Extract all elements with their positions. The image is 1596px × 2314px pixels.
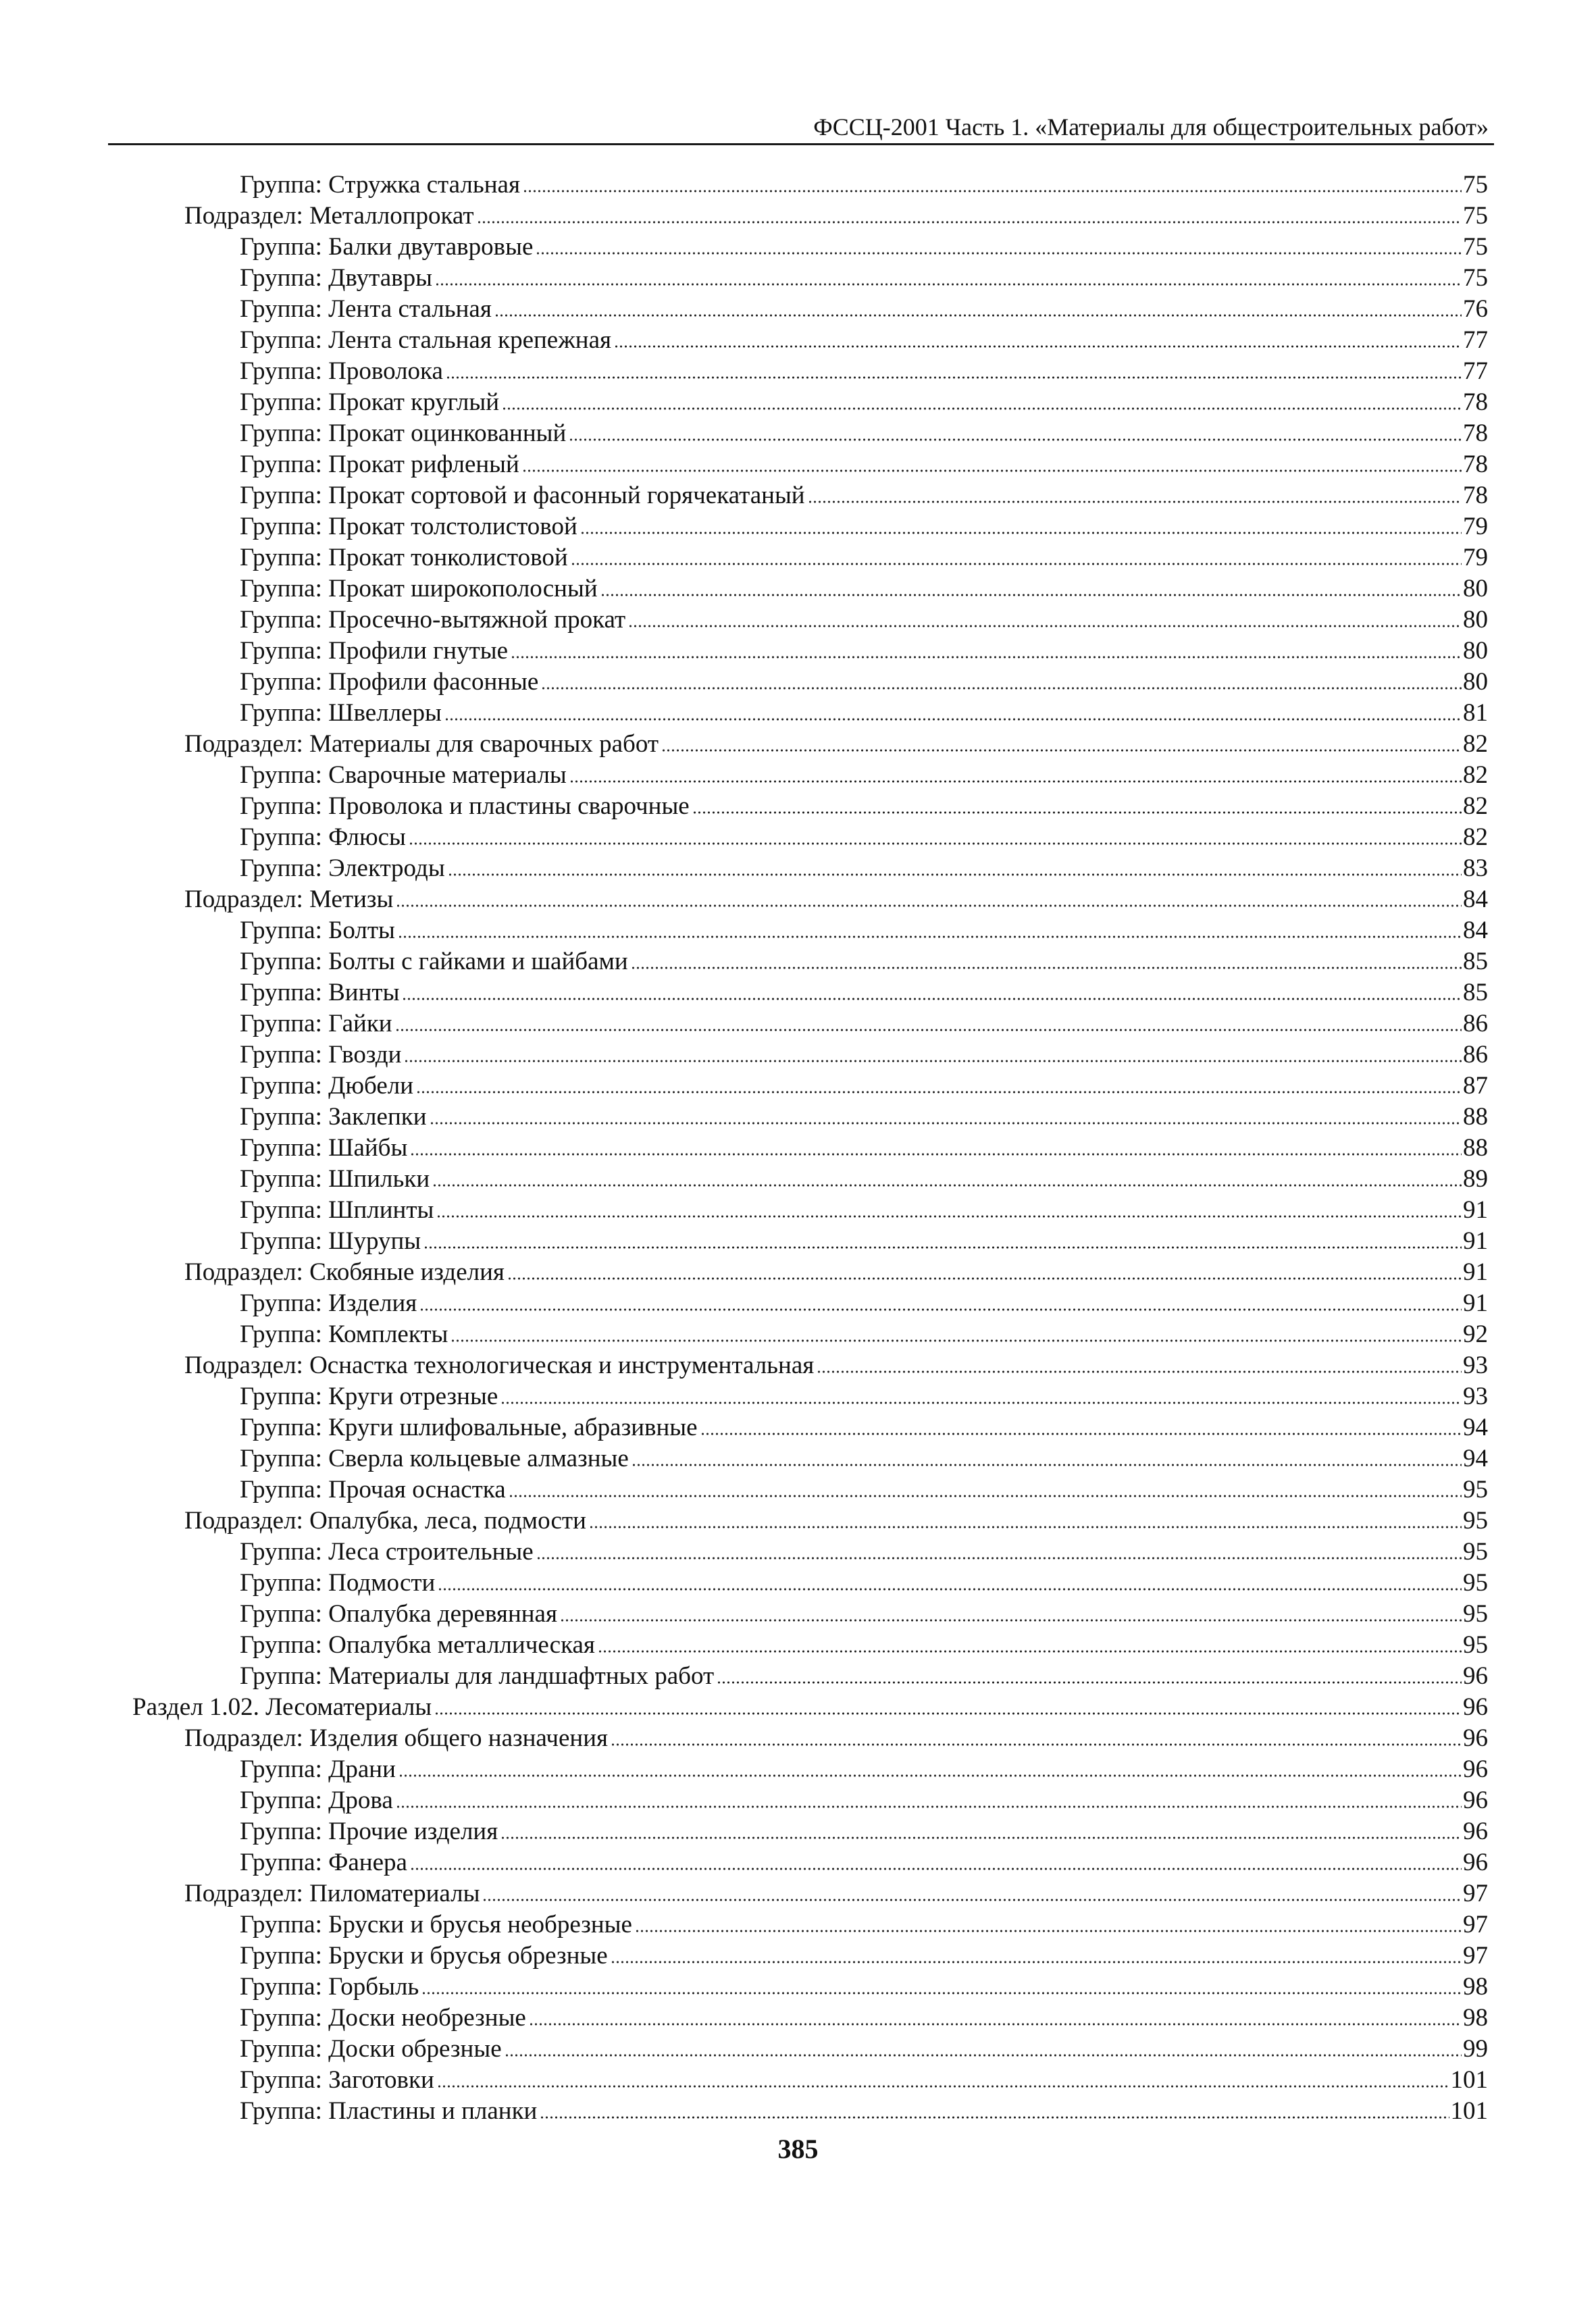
toc-entry[interactable]: [0, 1661, 1596, 1692]
toc-entry-label: Группа: Стружка стальная: [240, 171, 520, 199]
toc-entry-label: Подраздел: Скобяные изделия: [184, 1258, 505, 1286]
toc-dot-leader: [580, 530, 1462, 536]
toc-entry-page: 93: [1463, 1383, 1488, 1410]
toc-entry[interactable]: [0, 698, 1596, 729]
toc-entry-page: 75: [1463, 171, 1488, 199]
toc-entry-page: 91: [1463, 1258, 1488, 1286]
toc-dot-leader: [500, 1399, 1462, 1406]
toc-entry-page: 79: [1463, 544, 1488, 571]
toc-dot-leader: [410, 1151, 1462, 1158]
toc-entry[interactable]: [0, 791, 1596, 822]
toc-entry-label: Группа: Комплекты: [240, 1320, 448, 1348]
toc-entry[interactable]: [0, 573, 1596, 605]
toc-entry[interactable]: [0, 232, 1596, 263]
toc-dot-leader: [416, 1089, 1462, 1096]
toc-entry-page: 83: [1463, 854, 1488, 882]
toc-dot-leader: [482, 1897, 1462, 1903]
toc-entry-label: Группа: Прочие изделия: [240, 1818, 498, 1845]
toc-entry[interactable]: [0, 760, 1596, 791]
toc-entry-label: Группа: Круги шлифовальные, абразивные: [240, 1414, 698, 1441]
toc-entry-label: Группа: Сварочные материалы: [240, 761, 567, 789]
toc-dot-leader: [614, 343, 1462, 350]
toc-entry-label: Группа: Лента стальная крепежная: [240, 326, 612, 354]
toc-entry-page: 80: [1463, 606, 1488, 634]
toc-dot-leader: [395, 1027, 1462, 1033]
toc-entry-label: Подраздел: Опалубка, леса, подмости: [184, 1507, 586, 1535]
toc-entry-label: Группа: Прочая оснастка: [240, 1476, 506, 1503]
toc-entry-page: 78: [1463, 388, 1488, 416]
toc-entry[interactable]: [0, 1039, 1596, 1071]
toc-entry[interactable]: [0, 449, 1596, 480]
toc-entry-page: 97: [1463, 1911, 1488, 1938]
toc-entry[interactable]: [0, 1071, 1596, 1102]
toc-entry-label: Подраздел: Метизы: [184, 885, 394, 913]
toc-entry-page: 84: [1463, 917, 1488, 944]
running-header: [108, 113, 1494, 145]
toc-entry-page: 87: [1463, 1072, 1488, 1100]
toc-dot-leader: [409, 840, 1462, 847]
toc-dot-leader: [438, 1586, 1462, 1593]
toc-entry[interactable]: [0, 263, 1596, 294]
toc-dot-leader: [611, 1741, 1462, 1748]
toc-dot-leader: [635, 1928, 1462, 1934]
toc-dot-leader: [631, 965, 1462, 971]
toc-entry-page: 76: [1463, 295, 1488, 323]
toc-entry[interactable]: [0, 1630, 1596, 1661]
toc-entry[interactable]: [0, 1972, 1596, 2003]
toc-entry[interactable]: [0, 1412, 1596, 1443]
toc-dot-leader: [522, 467, 1462, 474]
toc-entry-label: Группа: Сверла кольцевые алмазные: [240, 1445, 629, 1472]
toc-dot-leader: [477, 219, 1462, 226]
toc-entry[interactable]: [0, 1288, 1596, 1319]
toc-dot-leader: [540, 2114, 1449, 2121]
toc-entry-label: Группа: Прокат круглый: [240, 388, 500, 416]
toc-entry[interactable]: [0, 1133, 1596, 1164]
toc-dot-leader: [507, 1275, 1462, 1282]
toc-entry-page: 97: [1463, 1880, 1488, 1907]
toc-entry[interactable]: [0, 729, 1596, 760]
toc-entry-page: 101: [1450, 2097, 1488, 2125]
toc-entry-page: 78: [1463, 482, 1488, 509]
toc-entry-label: Группа: Шайбы: [240, 1134, 408, 1162]
toc-entry-label: Подраздел: Пиломатериалы: [184, 1880, 480, 1907]
toc-entry-page: 101: [1450, 2066, 1488, 2094]
toc-dot-leader: [808, 498, 1462, 505]
toc-entry-page: 82: [1463, 761, 1488, 789]
toc-dot-leader: [598, 1648, 1462, 1655]
toc-entry[interactable]: [0, 915, 1596, 946]
toc-entry[interactable]: [0, 1692, 1596, 1723]
toc-dot-leader: [421, 1990, 1462, 1997]
toc-entry-label: Группа: Флюсы: [240, 823, 406, 851]
toc-entry[interactable]: [0, 2065, 1596, 2096]
toc-entry-label: Группа: Болты с гайками и шайбами: [240, 948, 628, 975]
toc-dot-leader: [628, 623, 1462, 629]
toc-entry-page: 96: [1463, 1786, 1488, 1814]
toc-entry-page: 84: [1463, 885, 1488, 913]
toc-dot-leader: [541, 685, 1462, 692]
toc-entry-label: Группа: Болты: [240, 917, 395, 944]
toc-entry-page: 96: [1463, 1755, 1488, 1783]
toc-entry-page: 77: [1463, 357, 1488, 385]
toc-dot-leader: [536, 250, 1462, 257]
toc-entry[interactable]: [0, 667, 1596, 698]
toc-entry-page: 78: [1463, 419, 1488, 447]
toc-entry-page: 85: [1463, 948, 1488, 975]
toc-entry-page: 82: [1463, 730, 1488, 758]
toc-entry-label: Группа: Профили фасонные: [240, 668, 539, 696]
toc-entry-page: 96: [1463, 1724, 1488, 1752]
toc-entry-label: Группа: Опалубка металлическая: [240, 1631, 595, 1659]
toc-dot-leader: [410, 1866, 1462, 1872]
toc-entry-page: 95: [1463, 1631, 1488, 1659]
toc-dot-leader: [611, 1959, 1462, 1965]
toc-entry-page: 85: [1463, 979, 1488, 1006]
toc-dot-leader: [444, 716, 1462, 723]
toc-entry[interactable]: [0, 1164, 1596, 1195]
toc-dot-leader: [396, 1803, 1462, 1810]
toc-entry-label: Группа: Изделия: [240, 1289, 417, 1317]
toc-dot-leader: [569, 778, 1462, 785]
toc-dot-leader: [661, 747, 1462, 754]
toc-entry-page: 82: [1463, 823, 1488, 851]
toc-entry-page: 96: [1463, 1849, 1488, 1876]
toc-entry-label: Группа: Дрова: [240, 1786, 393, 1814]
toc-entry-page: 93: [1463, 1352, 1488, 1379]
toc-dot-leader: [435, 281, 1462, 288]
toc-entry[interactable]: [0, 1568, 1596, 1599]
toc-entry[interactable]: [0, 1474, 1596, 1506]
toc-entry-label: Группа: Шурупы: [240, 1227, 421, 1255]
toc-entry-page: 95: [1463, 1569, 1488, 1597]
toc-entry[interactable]: [0, 977, 1596, 1008]
toc-dot-leader: [700, 1431, 1462, 1437]
toc-entry-label: Группа: Фанера: [240, 1849, 407, 1876]
running-header-title: ФССЦ-2001 Часть 1. «Материалы для общестроительных работ»: [813, 113, 1489, 140]
toc-dot-leader: [404, 1058, 1462, 1064]
toc-dot-leader: [502, 405, 1462, 412]
toc-entry-label: Группа: Прокат толстолистовой: [240, 513, 577, 540]
toc-entry-page: 96: [1463, 1818, 1488, 1845]
toc-entry-page: 96: [1463, 1662, 1488, 1690]
page-number: 385: [777, 2134, 819, 2164]
toc-entry-page: 75: [1463, 202, 1488, 230]
toc-entry[interactable]: [0, 1816, 1596, 1847]
toc-dot-leader: [569, 436, 1462, 443]
toc-entry-page: 95: [1463, 1538, 1488, 1566]
toc-entry[interactable]: [0, 2096, 1596, 2127]
toc-entry-page: 91: [1463, 1227, 1488, 1255]
toc-dot-leader: [536, 1555, 1462, 1562]
toc-entry[interactable]: [0, 1785, 1596, 1816]
toc-dot-leader: [509, 1493, 1462, 1499]
toc-entry-label: Группа: Прокат сортовой и фасонный горячекатаный: [240, 482, 805, 509]
toc-dot-leader: [432, 1182, 1462, 1189]
toc-dot-leader: [446, 374, 1462, 381]
toc-dot-leader: [632, 1462, 1462, 1468]
toc-dot-leader: [402, 996, 1462, 1002]
toc-entry-label: Группа: Гвозди: [240, 1041, 402, 1069]
toc-dot-leader: [419, 1306, 1462, 1313]
toc-entry-label: Группа: Заготовки: [240, 2066, 434, 2094]
toc-dot-leader: [500, 1834, 1462, 1841]
toc-dot-leader: [511, 654, 1462, 661]
toc-entry[interactable]: [0, 853, 1596, 884]
toc-entry[interactable]: [0, 2034, 1596, 2065]
toc-entry-label: Группа: Пластины и планки: [240, 2097, 538, 2125]
toc-entry-page: 86: [1463, 1041, 1488, 1069]
toc-entry-label: Группа: Гайки: [240, 1010, 392, 1037]
toc-entry[interactable]: [0, 325, 1596, 356]
toc-entry[interactable]: [0, 1754, 1596, 1785]
toc-entry-label: Группа: Просечно-вытяжной прокат: [240, 606, 626, 634]
toc-entry[interactable]: [0, 1008, 1596, 1039]
toc-entry[interactable]: [0, 2003, 1596, 2034]
toc-dot-leader: [571, 561, 1462, 567]
toc-entry[interactable]: [0, 387, 1596, 418]
toc-entry-page: 95: [1463, 1476, 1488, 1503]
toc-entry[interactable]: [0, 511, 1596, 542]
toc-dot-leader: [529, 2021, 1462, 2028]
toc-entry-label: Группа: Заклепки: [240, 1103, 427, 1131]
toc-entry-label: Подраздел: Материалы для сварочных работ: [184, 730, 659, 758]
toc-dot-leader: [560, 1617, 1462, 1624]
toc-entry-label: Подраздел: Оснастка технологическая и инструментальная: [184, 1352, 815, 1379]
toc-dot-leader: [817, 1368, 1462, 1375]
toc-entry[interactable]: [0, 1195, 1596, 1226]
toc-entry-label: Раздел 1.02. Лесоматериалы: [132, 1693, 432, 1721]
toc-dot-leader: [434, 1710, 1462, 1717]
toc-entry[interactable]: [0, 1599, 1596, 1630]
toc-entry-label: Группа: Дюбели: [240, 1072, 414, 1100]
toc-entry-label: Группа: Шплинты: [240, 1196, 434, 1224]
toc-entry-page: 81: [1463, 699, 1488, 727]
toc-entry-label: Группа: Прокат оцинкованный: [240, 419, 567, 447]
toc-entry[interactable]: [0, 1226, 1596, 1257]
toc-entry[interactable]: [0, 1350, 1596, 1381]
toc-entry[interactable]: [0, 201, 1596, 232]
toc-entry[interactable]: [0, 1102, 1596, 1133]
toc-entry-label: Группа: Лента стальная: [240, 295, 492, 323]
toc-entry[interactable]: [0, 636, 1596, 667]
toc-entry-label: Группа: Прокат широкополосный: [240, 575, 598, 602]
toc-entry-page: 75: [1463, 233, 1488, 261]
toc-dot-leader: [423, 1244, 1462, 1251]
toc-entry-page: 97: [1463, 1942, 1488, 1970]
toc-entry-page: 88: [1463, 1134, 1488, 1162]
toc-entry-label: Группа: Швеллеры: [240, 699, 442, 727]
toc-entry[interactable]: [0, 1319, 1596, 1350]
toc-entry-label: Группа: Проволока и пластины сварочные: [240, 792, 690, 820]
toc-entry-label: Подраздел: Металлопрокат: [184, 202, 474, 230]
toc-dot-leader: [398, 1772, 1462, 1779]
toc-dot-leader: [692, 809, 1462, 816]
toc-entry[interactable]: [0, 1878, 1596, 1909]
toc-entry[interactable]: [0, 1257, 1596, 1288]
toc-dot-leader: [437, 2083, 1449, 2090]
toc-dot-leader: [589, 1524, 1462, 1531]
toc-entry[interactable]: [0, 1723, 1596, 1754]
toc-entry-label: Группа: Доски необрезные: [240, 2004, 526, 2032]
toc-entry-page: 94: [1463, 1445, 1488, 1472]
toc-dot-leader: [430, 1120, 1462, 1127]
toc-entry[interactable]: [0, 1909, 1596, 1940]
toc-dot-leader: [600, 592, 1462, 598]
toc-entry-label: Подраздел: Изделия общего назначения: [184, 1724, 609, 1752]
toc-entry-page: 86: [1463, 1010, 1488, 1037]
toc-entry-page: 91: [1463, 1289, 1488, 1317]
toc-entry-page: 99: [1463, 2035, 1488, 2063]
toc-dot-leader: [451, 1337, 1462, 1344]
toc-entry[interactable]: [0, 294, 1596, 325]
toc-entry-page: 98: [1463, 2004, 1488, 2032]
toc-entry[interactable]: [0, 480, 1596, 511]
toc-dot-leader: [436, 1213, 1462, 1220]
toc-dot-leader: [494, 312, 1462, 319]
toc-entry[interactable]: [0, 356, 1596, 387]
toc-dot-leader: [717, 1679, 1462, 1686]
toc-entry-label: Группа: Бруски и брусья необрезные: [240, 1911, 632, 1938]
toc-entry-page: 96: [1463, 1693, 1488, 1721]
toc-entry-label: Группа: Опалубка деревянная: [240, 1600, 557, 1628]
toc-entry-label: Группа: Винты: [240, 979, 400, 1006]
toc-entry-page: 91: [1463, 1196, 1488, 1224]
toc-entry-label: Группа: Двутавры: [240, 264, 432, 292]
toc-entry[interactable]: [0, 542, 1596, 573]
toc-entry-label: Группа: Проволока: [240, 357, 443, 385]
toc-entry-label: Группа: Круги отрезные: [240, 1383, 498, 1410]
toc-entry-page: 80: [1463, 668, 1488, 696]
toc-entry-page: 98: [1463, 1973, 1488, 2001]
toc-entry-page: 80: [1463, 637, 1488, 665]
toc-entry-page: 80: [1463, 575, 1488, 602]
toc-entry-page: 79: [1463, 513, 1488, 540]
toc-entry-page: 82: [1463, 792, 1488, 820]
toc-entry-page: 94: [1463, 1414, 1488, 1441]
toc-dot-leader: [448, 871, 1462, 878]
toc-entry-page: 75: [1463, 264, 1488, 292]
toc-entry-label: Группа: Горбыль: [240, 1973, 419, 2001]
toc-entry[interactable]: [0, 884, 1596, 915]
toc-entry-page: 78: [1463, 451, 1488, 478]
toc-entry[interactable]: [0, 1847, 1596, 1878]
toc-entry-label: Группа: Подмости: [240, 1569, 436, 1597]
toc-dot-leader: [505, 2052, 1462, 2059]
toc-dot-leader: [523, 188, 1462, 195]
toc-entry-label: Группа: Бруски и брусья обрезные: [240, 1942, 608, 1970]
toc-entry-page: 88: [1463, 1103, 1488, 1131]
table-of-contents: [0, 170, 1596, 2127]
toc-entry[interactable]: [0, 1381, 1596, 1412]
toc-entry-page: 95: [1463, 1507, 1488, 1535]
toc-entry[interactable]: [0, 822, 1596, 853]
toc-entry-label: Группа: Материалы для ландшафтных работ: [240, 1662, 715, 1690]
toc-entry-label: Группа: Прокат рифленый: [240, 451, 519, 478]
toc-entry[interactable]: [0, 418, 1596, 449]
toc-entry-label: Группа: Драни: [240, 1755, 396, 1783]
toc-entry-label: Группа: Балки двутавровые: [240, 233, 534, 261]
toc-entry-page: 92: [1463, 1320, 1488, 1348]
toc-entry-label: Группа: Леса строительные: [240, 1538, 534, 1566]
toc-dot-leader: [396, 902, 1462, 909]
toc-entry-page: 95: [1463, 1600, 1488, 1628]
toc-entry-label: Группа: Электроды: [240, 854, 445, 882]
toc-entry[interactable]: [0, 1537, 1596, 1568]
toc-entry[interactable]: [0, 605, 1596, 636]
toc-entry-label: Группа: Шпильки: [240, 1165, 430, 1193]
toc-entry[interactable]: [0, 1506, 1596, 1537]
toc-entry-label: Группа: Прокат тонколистовой: [240, 544, 568, 571]
toc-entry-page: 89: [1463, 1165, 1488, 1193]
toc-entry[interactable]: [0, 170, 1596, 201]
toc-entry[interactable]: [0, 1940, 1596, 1972]
toc-entry[interactable]: [0, 946, 1596, 977]
toc-dot-leader: [398, 933, 1462, 940]
toc-entry-label: Группа: Профили гнутые: [240, 637, 509, 665]
toc-entry-label: Группа: Доски обрезные: [240, 2035, 502, 2063]
toc-entry-page: 77: [1463, 326, 1488, 354]
toc-entry[interactable]: [0, 1443, 1596, 1474]
